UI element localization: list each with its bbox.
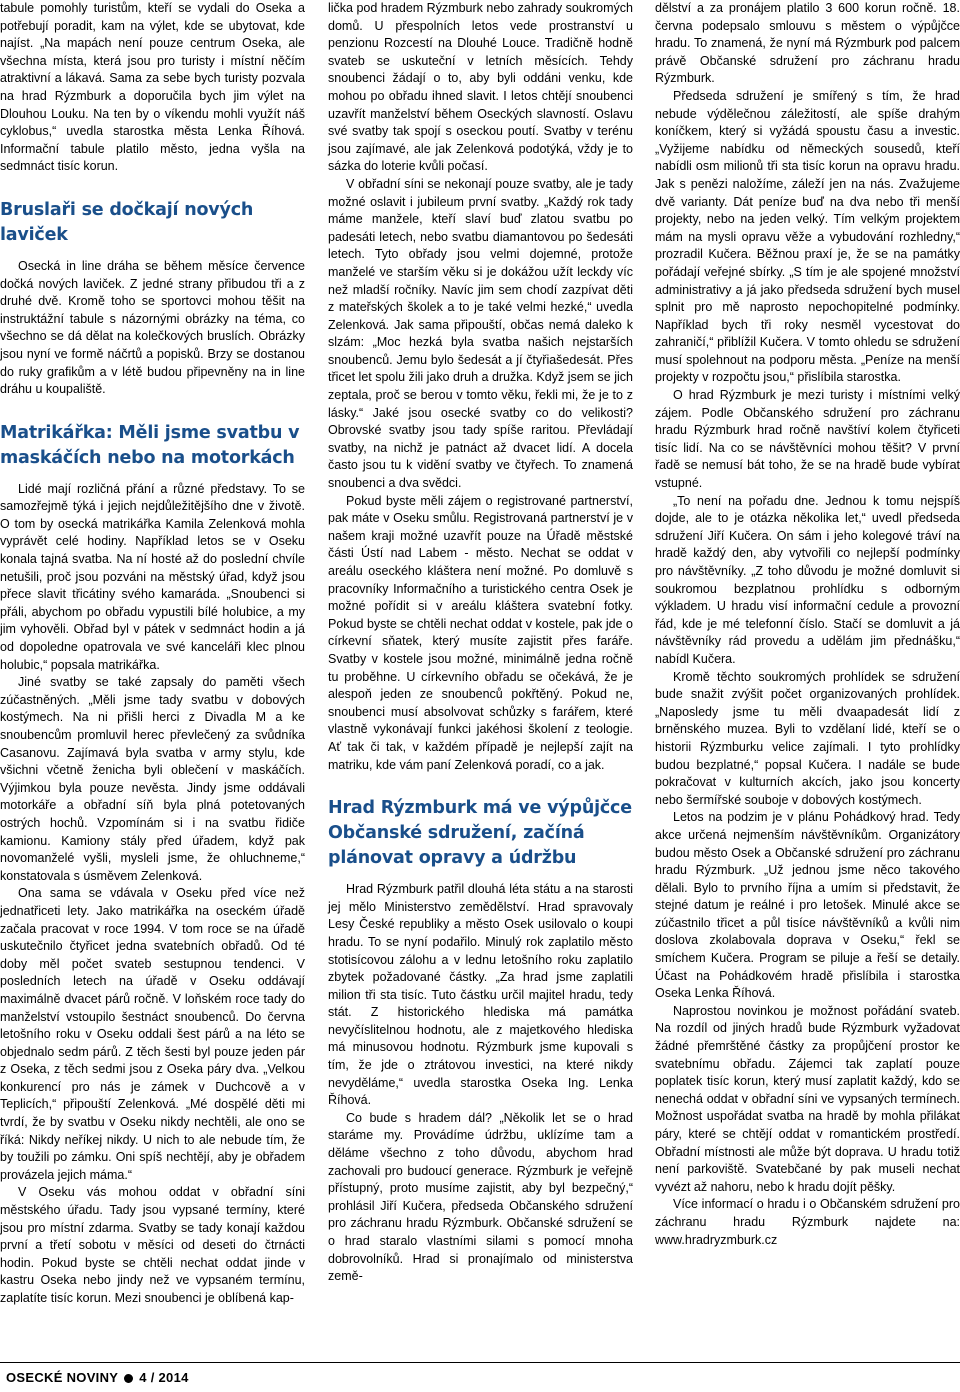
article-text: Letos na podzim je v plánu Pohádkový hrad. Tedy akce určená nejmenším návštěvníkům. Organizátory budou město Osek a Občanské sdružení pro záchranu hradu Rýzmburk. „Už jednou jsme něco takového dělali. Bylo to prvního října a umím si představit, že stejné datum je reálné i pro letošek. Minulé akce se zúčastnilo třicet a půl tisíce návštěvníků a kvůli nim doslova zkolabovala doprava v Oseku,“ řekl se smíchem Kučera. Program se piluje a řeší se detaily. Účast na Pohádkovém hradě přislíbila i starostka Oseka Lenka Říhová. bbox=[655, 810, 960, 1001]
article-text: V obřadní síni se nekonají pouze svatby, ale je tady možné oslavit i jubileum první svatby. „Každý rok tady máme manžele, kteří slaví buď zlatou svatbu po padesáti letech, nebo svatbu diamantovou po šedesáti letech. Tyto obřady jsou velmi dojemné, protože manželé ve starším věku si je dokážou užít leckdy víc než mladší ročníky. Navíc jim sem chodí zazpívat děti z mateřských školek a to je také velmi hezké,“ uvedla Zelenková. Jak sama připouští, občas nemá daleko k slzám: „Moc hezká byla svatba našich nejstarších snoubenců. Jemu bylo šedesát a jí čtyřiašedesát. Přes třicet let spolu žili jako druh a družka. Když jsem se jich zeptala, proč se berou v tomto věku, řekli mi, že je to z lásky.“ Jaké jsou osecké svatby co do velikosti? Obrovské svatby jsou tady spíše raritou. Převládají svatby, na nichž je patnáct až dvacet lidí. A docela často jsou tu k vidění svatby ve čtyřech. To znamená snoubenci a dva svědci. bbox=[328, 176, 633, 491]
headline-hrad-ryzmburk: Hrad Rýzmburk má ve výpůjčce Občanské sdružení, začíná plánovat opravy a údržbu bbox=[328, 798, 632, 869]
article-text: lička pod hradem Rýzmburk nebo zahrady soukromých domů. U přespolních letos vede prostranství u penzionu Rozcestí na Dlouhé Louce. Tradičně hodně svateb se uskuteční v letních měsících. Tehdy snoubenci žádají o to, aby byli oddáni venku, kde mohou po obřadu ihned slavit. I letos chtějí snoubenci uzavřít manželství během Oseckých slavností. Oslavu své svatby tak spojí s oseckou poutí. Svatby v terénu jsou zajímavé, ale jak Zelenková podotýká, vždy je to sázka do loterie kvůli počasí. bbox=[328, 1, 633, 174]
article-text: dělství a za pronájem platilo 3 600 korun ročně. 18. června podepsalo smlouvu s městem o výpůjčce hradu. To znamená, že nyní má Rýzmburk pod palcem právě Občanské sdružení pro záchranu hradu Rýzmburk. bbox=[655, 1, 960, 86]
article-text: V Oseku vás mohou oddat v obřadní síni městského úřadu. Tady jsou vypsané termíny, které jsou pro místní zdarma. Svatby se tady konají každou první a třetí sobotu v měsíci od deseti do čtrnácti hodin. Pokud byste se chtěli nechat oddat jinde v kastru Oseka nebo jindy než ve vypsaném termínu, zaplatíte tisíc korun. Mezi snoubenci je oblíbená kap- bbox=[0, 1185, 305, 1305]
bullet-dot-icon bbox=[124, 1374, 133, 1383]
newspaper-name: OSECKÉ NOVINY bbox=[6, 1370, 119, 1385]
article-text: Ona sama se vdávala v Oseku před více než jednatřiceti lety. Jako matrikářka na oseckém úřadě začala pracovat v roce 1994. V tom roce se na úřadě uskutečnilo čtyřicet jedna svatebních obřadů. Od té doby měl počet svateb sestupnou tendenci. V posledních letech na úřadě v Oseku oddávají maximálně dvacet párů ročně. V loňském roce tady do manželství vstoupilo šestnáct snoubenců. Do června letošního roku v Oseku oddali šest párů a na léto se objednalo sedm párů. Z těch šesti byl pouze jeden pár z Oseka, z těch sedmi jsou z Oseka páry dva. „Velkou konkurencí pro nás je zámek v Duchcově a v Teplicích,“ připouští Zelenková. „Mé dospělé děti mi tvrdí, že by svatbu v Oseku nikdy nechtěli, ale ono se říká: Nikdy neříkej nikdy. U nich to ale nebude tím, že by toužili po zámku. Oni spíš nechtějí, aby je obřadem provázela jejich máma.“ bbox=[0, 886, 305, 1182]
article-text: Naprostou novinkou je možnost pořádání svateb. Na rozdíl od jiných hradů bude Rýzmburk vyžadovat žádné přemrštěné částky za propůjčení prostor ke svatebnímu obřadu. Zájemci tak zaplatí pouze poplatek tisíc korun, který musí zaplatit každý, kdo se nenechá oddat v obřadní síni ve vypsaných termínech. Možnost uspořádat svatba na hradě by mohla přilákat páry, které se chtějí oddat v romantickém prostředí. Obřadní místnosti ale může být doprava. U hradu totiž není parkoviště. Svatebčané by pak museli nechat vyvézt až nahoru, nebo k hradu dojít pěšky. bbox=[655, 1003, 960, 1194]
article-text: Jiné svatby se také zapsaly do paměti všech zúčastněných. „Měli jsme tady svatbu v dobových kostýmech. Na ni přišli herci z Divadla M a ke snoubencům promluvil herec převlečený za svůdníka Casanovu. Zajímavá byla svatba v army stylu, kde všichni včetně ženicha byli oblečení v maskáčích. Výjimkou byla pouze nevěsta. Jindy jsme oddávali motorkáře a obřadní síň byla plná potetovaných ostrých hochů. Vzpomínám si i na svatbu řidiče kamionu. Kamiony stály před úřadem, když pak novomanželé vyšli, mysleli jsme, že ohluchneme,“ konstatovala s úsměvem Zelenková. bbox=[0, 675, 305, 883]
article-text: O hrad Rýzmburk je mezi turisty i místními velký zájem. Podle Občanského sdružení pro záchranu hradu Rýzmburk hrad ročně navštíví kolem čtyřiceti tisíc lidí. Na co se návštěvníci mohou těšit? V první řadě se nemusí bát toho, že se na hradě bude vybírat vstupné. bbox=[655, 388, 960, 491]
headline-bruslari: Bruslaři se dočkají nových laviček bbox=[0, 199, 254, 245]
article-text: „To není na pořadu dne. Jednou k tomu nejspíš dojde, ale to je otázka několika let,“ uvedl předseda sdružení Jiří Kučera. On sám i jeho kolegové tráví na hradě každý den, aby vytvořili co nejlepší podmínky pro návštěvníky. „Z toho důvodu je možné domluvit si soukromou bezplatnou prohlídku s odborným výkladem. U hradu visí informační cedule a provozní řád, kde je mé telefonní číslo. Stačí se domluvit a já návštěvníky rád provedu a udělám jim přednášku,“ nabídl Kučera. bbox=[655, 493, 960, 666]
column-1 bbox=[0, 0, 305, 1308]
article-text: Lidé mají rozličná přání a různé představy. To se samozřejmě týká i jejich nejdůležitějšího dne v životě. O tom by osecká matrikářka Kamila Zelenková mohla vyprávět celé hodiny. Například letos se v Oseku konala tajná svatba. Na ní hosté až do poslední chvíle netušili, proč jsou pozváni na městský úřad, když jsou přece slavit třicátiny svého kamaráda. „Snoubenci si přáli, abychom po obřadu vypustili bílé holubice, a my jim vyhověli. Obřad byl v pátek v sedmnáct hodin a já od dopoledne opatrovala ve své kanceláři klec plnou holubic,“ popsala matrikářka. bbox=[0, 481, 305, 672]
article-text: Předseda sdružení je smířený s tím, že hrad nebude výdělečnou záležitostí, ale spíše drahým koníčkem, který si vyžádá spoustu času a investic. „Vyžijeme nabídku od německých sousedů, kteří nabídli osm milionů tři sta tisíc korun na opravu hradu. Jak s penězi naložíme, záleží jen na nás. Zvažujeme dvě varianty. Dát peníze buď na dva nebo tři menší projekty, nebo na jeden velký. Tím velkým projektem mám na mysli opravu věže a vybudování rozhledny,“ prozradil Kučera. Běžnou praxí je, že se na památky pořádají veřejné sbírky. „S tím je ale spojené množství administrativy a já jako předseda sdružení bych musel splnit pro mě naprosto nepochopitelné podmínky. Například bych tři roky nesměl vycestovat do zahraničí,“ přiblížil Kučera. V tomto ohledu se sdružení musí spolehnout na podporu města. „Peníze na menší projekty v rozpočtu jsou,“ přislíbila starostka. bbox=[655, 88, 960, 385]
article-text: tabule pomohly turistům, kteří se vydali do Oseka a potřebují poradit, kam na výlet, kde se ubytovat, kde najíst. „Na mapách není pouze centrum Oseka, ale všechna místa, která jsou pro turisty i místní něčím atraktivní a lákavá. Sama za sebe bych turisty pozvala na hrad Rýzmburk a doporučila bych jim výlet na Dlouhou Louku. Na ten by o víkendu mohli využít náš cyklobus,“ uvedla starostka města Lenka Říhová. Informační tabule platilo město, jedna vyšla na sedmnáct tisíc korun. bbox=[0, 1, 305, 174]
column-3 bbox=[655, 0, 960, 1249]
footer-label bbox=[6, 1370, 189, 1385]
issue-number: 4 / 2014 bbox=[139, 1370, 189, 1385]
article-text: Více informací o hradu i o Občanském sdružení pro záchranu hradu Rýzmburk najdete na: www.hradryzmburk.cz bbox=[655, 1197, 960, 1247]
article-text: Osecká in line dráha se během měsíce července dočká nových laviček. Z jedné strany přibudou tři a z druhé dvě. Kromě toho se sportovci mohou těšit na instruktážní tabule s názornými obrázky na téma, co všechno se dá dělat na kolečkových bruslích. Obrázky jsou nyní ve formě náčrtů a popisků. Brzy se dostanou do ruky grafikům a v létě budou připevněny na in line dráhu u koupaliště. bbox=[0, 258, 305, 397]
footer-divider bbox=[0, 1362, 960, 1363]
article-text: Hrad Rýzmburk patřil dlouhá léta státu a na starosti jej mělo Ministerstvo zemědělství. Hrad spravovaly Lesy České republiky a město Osek usilovalo o koupi hradu. To se nyní podařilo. Minulý rok zaplatilo město stotisícovou zálohu a v lednu letošního roku zaplatilo zbytek požadované částky. „Za hrad jsme zaplatili milion tři sta tisíc. Tuto částku určil majitel hradu, tedy stát. Z historického hlediska má památka nevyčíslitelnou hodnotu, ale z majetkového hlediska má minusovou hodnotu. Rýzmburk jsme kupovali s tím, že jde o ztrátovou investici, na které nikdy nevyděláme,“ uvedla starostka Oseka Ing. Lenka Říhová. bbox=[328, 882, 633, 1108]
page-footer bbox=[0, 1362, 960, 1392]
column-2 bbox=[328, 0, 633, 1286]
article-text: Co bude s hradem dál? „Několik let se o hrad staráme my. Provádíme údržbu, uklízíme tam a děláme všechno z toho důvodu, abychom hrad zachovali pro budoucí generace. Rýzmburk je veřejně přístupný, proto musíme zajistit, aby byl bezpečný,“ prohlásil Jiří Kučera, předseda Občanského sdružení pro záchranu hradu Rýzmburk. Občanské sdružení se o hrad staralo vlastními silami s pomocí mnoha dobrovolníků. Hrad si pronajímalo od ministerstva země- bbox=[328, 1110, 633, 1284]
headline-matrikarka: Matrikářka: Měli jsme svatbu v maskáčích nebo na motorkách bbox=[0, 422, 300, 468]
article-text: Pokud byste měli zájem o registrované partnerství, pak máte v Oseku smůlu. Registrovaná partnerství je v našem kraji možné uzavřít pouze na Úřadě městské části Ústí nad Labem - město. Nechat se oddat v areálu oseckého kláštera není možné. Po domluvě s pracovníky Informačního a turistického centra Osek je možné pořídit si v areálu kláštera svatební fotky. Pokud byste se chtěli nechat oddat v kostele, pak jde o církevní sňatek, který musíte zajistit přes faráře. Svatby v kostele jsou možné, minimálně jedna ročně tu proběhne. U církevního obřadu se očekává, že je alespoň jeden ze snoubenců pokřtěný. Pokud ne, snoubenci musí absolvovat schůzky s farářem, které vlastně vykonávají funkci jakéhosi školení z teologie. Ať tak či tak, v každém případě je nejlepší zajít na matriku, kde vám paní Zelenková poradí, co a jak. bbox=[328, 493, 633, 772]
article-text: Kromě těchto soukromých prohlídek se sdružení bude snažit zvýšit počet organizovaných prohlídek. „Naposledy jsme tu měli dvaapadesát lidí z brněnského muzea. Byli to vzdělaní lidé, kteří se o historii Rýzmburku velice zajímali. I tyto prohlídky budou bezplatné,“ popsal Kučera. I nadále se bude pokračovat v kulturních akcích, jako jsou koncerty nebo šermířské souboje v dobových kostýmech. bbox=[655, 669, 960, 807]
